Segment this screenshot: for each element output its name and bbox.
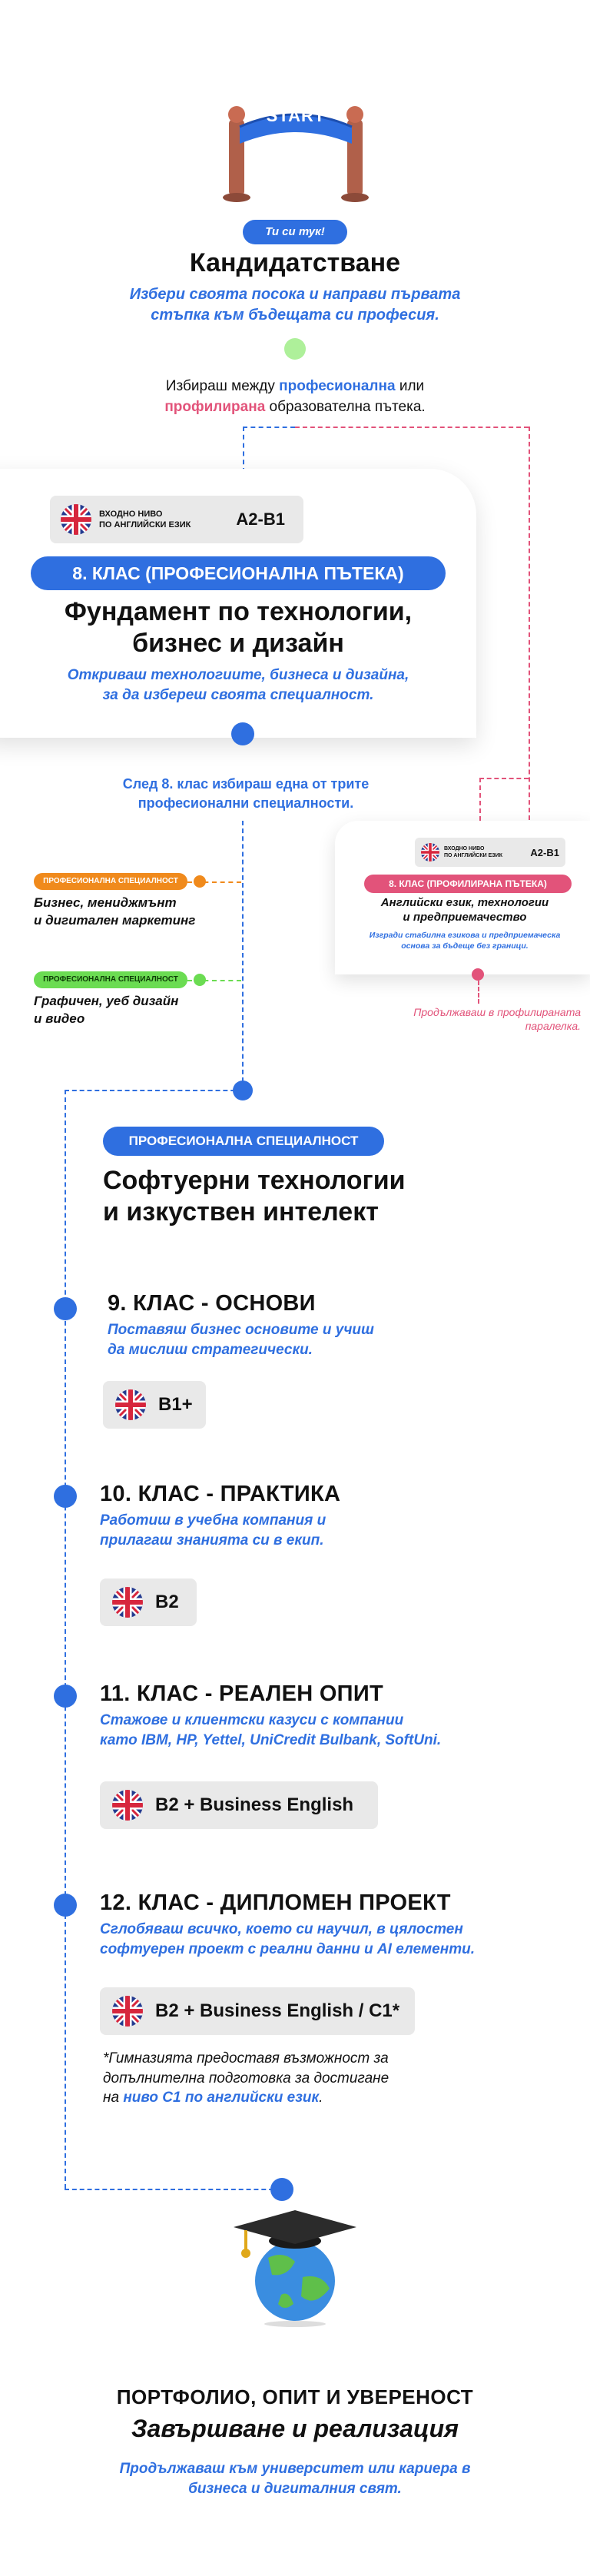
graduation-globe-icon (210, 2204, 380, 2327)
grade11-title: 11. КЛАС - РЕАЛЕН ОПИТ (100, 1681, 383, 1706)
footnote: *Гимназията предоставя възможност за допълнителна подготовка за достигане на ниво C1 по английски език. (103, 2050, 389, 2106)
uk-flag-icon (112, 1587, 143, 1618)
finish-dot (270, 2178, 293, 2201)
connector (242, 821, 244, 1082)
grade10-title: 10. КЛАС - ПРАКТИКА (100, 1482, 341, 1506)
connector (478, 981, 479, 1004)
uk-flag-icon (115, 1389, 146, 1420)
after8-text: След 8. клас избираш една от трите професионални специалности. (122, 776, 370, 812)
application-subtitle: Избери своята посока и направи първата стъпка към бъдещата си професия. (129, 286, 461, 324)
profiled-title: Английски език, технологии и предприемачество (380, 896, 549, 924)
specialty-business-label: Бизнес, мениджмънт и дигитален маркетинг (34, 895, 196, 928)
profiled-entry-level: ВХОДНО НИВО ПО АНГЛИЙСКИ ЕЗИК A2-B1 (415, 838, 565, 867)
connector (243, 427, 244, 473)
grade8-pill: 8. КЛАС (ПРОФЕСИОНАЛНА ПЪТЕКА) (31, 556, 446, 590)
application-title: Кандидатстване (189, 248, 401, 277)
choice-dot (284, 338, 306, 360)
uk-flag-icon (61, 504, 91, 535)
software-title: Софтуерни технологии и изкуствен интелект (103, 1166, 406, 1227)
uk-flag-icon (421, 843, 439, 861)
connector (65, 1090, 243, 1091)
uk-flag-icon (112, 1790, 143, 1821)
connector (295, 427, 529, 428)
uk-flag-icon (112, 1996, 143, 2027)
specialty-dot-design (194, 974, 206, 986)
grade10-level: B2 (100, 1578, 197, 1626)
grade9-desc: Поставяш бизнес основите и учиш да мислиш стратегически. (108, 1322, 374, 1358)
grade8-entry-level: ВХОДНО НИВО ПО АНГЛИЙСКИ ЕЗИК A2-B1 (50, 496, 303, 543)
grade9-dot (54, 1297, 77, 1320)
grade12-dot (54, 1894, 77, 1917)
grade8-title: Фундамент по технологии, бизнес и дизайн (64, 597, 413, 658)
grade8-dot (231, 722, 254, 745)
grade12-title: 12. КЛАС - ДИПЛОМЕН ПРОЕКТ (100, 1891, 451, 1915)
profiled-desc: Изгради стабилна езикова и предприемаческа основа за бъдеще без граници. (369, 931, 561, 951)
connector (243, 427, 295, 428)
profiled-pill: 8. КЛАС (ПРОФИЛИРАНА ПЪТЕКА) (364, 875, 572, 893)
profiled-continue: Продължаваш в профилираната паралелка. (413, 1006, 581, 1033)
grade11-dot (54, 1685, 77, 1708)
finish-desc: Продължаваш към университет или кариера в бизнеса и дигиталния свят. (119, 2461, 471, 2497)
connector (529, 427, 530, 820)
grade8-desc: Откриваш технологиите, бизнеса и дизайна, за да избереш своята специалност. (67, 667, 409, 703)
grade12-desc: Сглобяваш всичко, което си научил, в цялостен софтуерен проект с реални данни и AI елементи. (100, 1921, 476, 1957)
grade11-desc: Стажове и клиентски казуси с компании като IBM, HP, Yettel, UniCredit Bulbank, SoftUni. (100, 1712, 442, 1748)
specialty-tag-design: ПРОФЕСИОНАЛНА СПЕЦИАЛНОСТ (34, 971, 187, 988)
software-pill: ПРОФЕСИОНАЛНА СПЕЦИАЛНОСТ (103, 1127, 384, 1156)
grade12-level: B2 + Business English / C1* (100, 1987, 415, 2035)
specialty-tag-business: ПРОФЕСИОНАЛНА СПЕЦИАЛНОСТ (34, 873, 187, 890)
grade9-level: B1+ (103, 1381, 206, 1429)
you-are-here-badge: Ти си тук! (243, 220, 347, 244)
choice-text: Избираш между професионална или профилирана образователна пътека. (164, 378, 426, 415)
connector (65, 1090, 66, 2189)
finish-title: Завършване и реализация (131, 2415, 459, 2442)
grade9-title: 9. КЛАС - ОСНОВИ (108, 1291, 316, 1316)
specialty-dot-business (194, 875, 206, 888)
specialty-design-label: Графичен, уеб дизайн и видео (34, 994, 179, 1026)
connector (479, 778, 481, 821)
grade11-level: B2 + Business English (100, 1781, 378, 1829)
finish-kicker: ПОРТФОЛИО, ОПИТ И УВЕРЕНОСТ (116, 2385, 474, 2408)
profiled-dot (472, 968, 484, 981)
connector (65, 2189, 281, 2190)
connector (479, 778, 529, 779)
grade10-desc: Работиш в учебна компания и прилагаш знанията си в екип. (100, 1512, 326, 1549)
grade10-dot (54, 1485, 77, 1508)
start-banner: START (266, 106, 326, 125)
software-top-dot (233, 1081, 253, 1100)
